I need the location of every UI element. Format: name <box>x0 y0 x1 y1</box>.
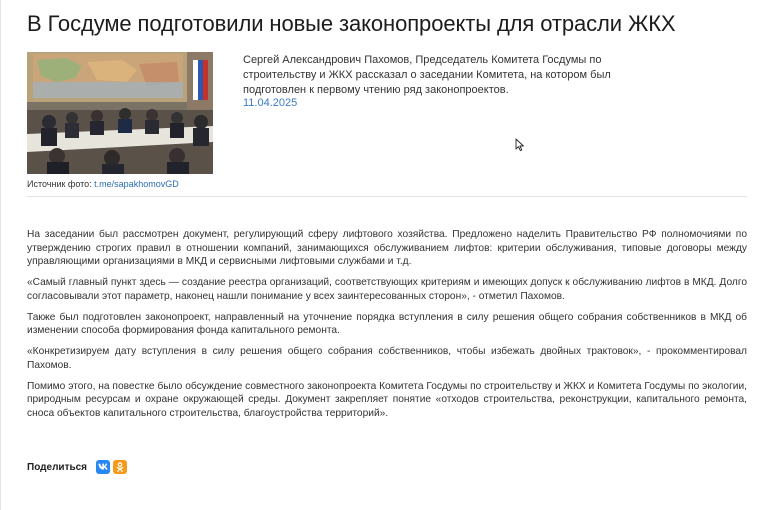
photo-caption <box>27 179 179 189</box>
mouse-cursor-icon <box>515 138 525 152</box>
photo-source-link[interactable]: t.me/sapakhomovGD <box>94 179 179 189</box>
body-paragraph: Также был подготовлен законопроект, направленный на уточнение порядка вступления в силу решения общего собрания собственников в МКД об изменении способа формирования фонда капитального ремонта. <box>27 311 747 336</box>
body-paragraph: «Самый главный пункт здесь — создание реестра организаций, соответствующих критериям и имеющих допуск к обслуживанию лифтов в МКД. Долго согласовывали этот параметр, наконец нашли понимание у всех заинтересованных сторон», - отметил Пахомов. <box>27 277 747 302</box>
vk-icon <box>98 463 109 471</box>
odnoklassniki-icon <box>116 462 124 473</box>
article-title: В Госдуме подготовили новые законопроекты для отрасли ЖКХ <box>27 11 676 36</box>
article-body <box>27 228 747 428</box>
section-divider <box>27 196 747 197</box>
photo-caption-label: Источник фото: <box>27 179 95 189</box>
meeting-photo-image <box>27 52 213 174</box>
share-block <box>27 460 130 474</box>
odnoklassniki-share-button[interactable] <box>113 460 127 474</box>
body-paragraph: На заседании был рассмотрен документ, регулирующий сферу лифтового хозяйства. Предложено наделить Правительство РФ полномочиями по утверждению строгих правил в отношении компаний, занимающихся обслуживанием лифтов: критерии обслуживания, типовые договоры между управляющими организациями в МКД и сервисными лифтовыми службами и т.д. <box>27 229 747 267</box>
share-label: Поделиться <box>27 461 88 473</box>
body-paragraph: Помимо этого, на повестке было обсуждение совместного законопроекта Комитета Госдумы по строительству и ЖКХ и Комитета Госдумы по экологии, природным ресурсам и охране окружающей среды. Документ закрепляет понятие «отходов строительства, реконструкции, капитального ремонта, сноса объектов капитального строительства, благоустройства территорий». <box>27 380 747 419</box>
article-lead: Сергей Александрович Пахомов, Председатель Комитета Госдумы по строительству и ЖКХ рассказал о заседании Комитета, на котором был подготовлен к первому чтению ряд законопроектов. <box>243 54 611 96</box>
left-border <box>0 0 1 510</box>
body-paragraph: «Конкретизируем дату вступления в силу решения общего собрания собственников, чтобы избежать двойных трактовок», - прокомментировал Пахомов. <box>27 346 747 371</box>
article-photo[interactable] <box>27 52 213 174</box>
vk-share-button[interactable] <box>96 460 110 474</box>
article-date: 11.04.2025 <box>243 97 298 109</box>
